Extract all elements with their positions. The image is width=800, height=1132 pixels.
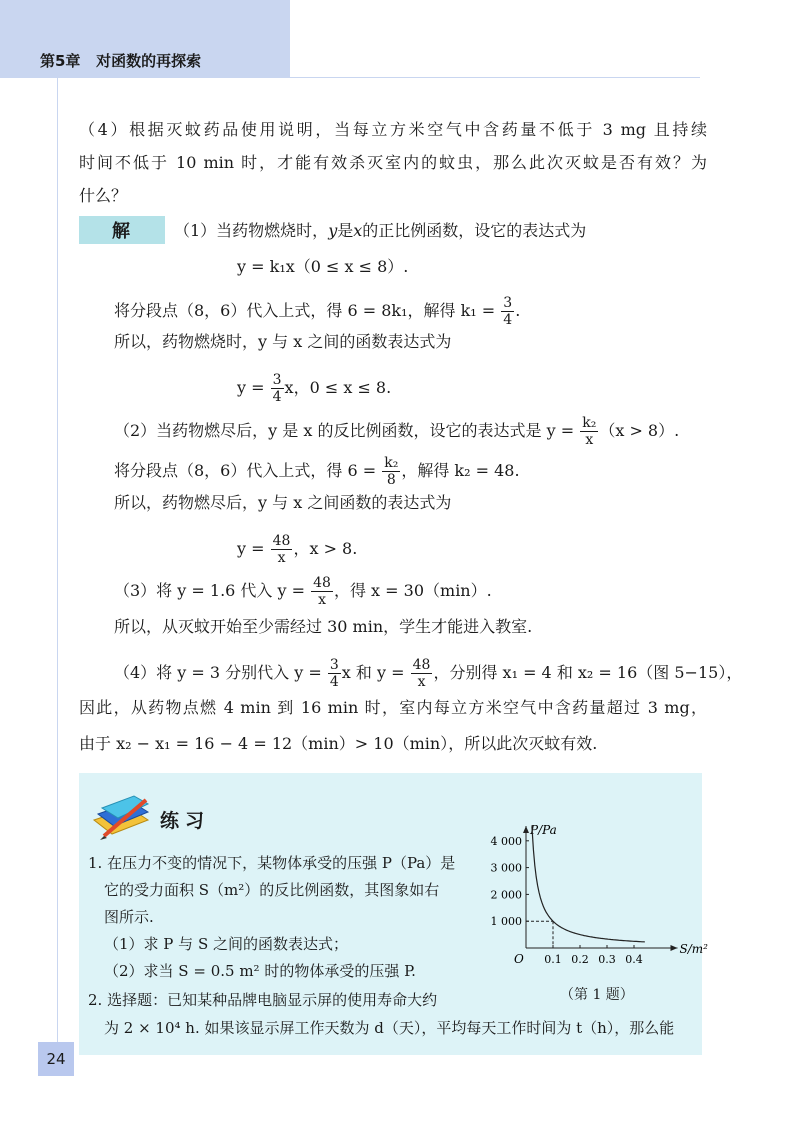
sol3: （3）将 y = 1.6 代入 y = $\frac{48}{x}$ ，得 x = 30（min）. — [114, 575, 492, 608]
q1-line3: 图所示. — [104, 908, 154, 926]
chapter-header — [40, 50, 201, 71]
page-number: 24 — [38, 1042, 74, 1076]
origin-label: O — [514, 952, 524, 966]
sol1-intro: （1）当药物燃烧时，y是x的正比例函数，设它的表达式为 — [174, 221, 587, 240]
problem4-line3: 什么？ — [79, 186, 128, 205]
practice-title: 练习 — [160, 810, 211, 832]
x-axis-label: S/m² — [679, 942, 708, 956]
y-tick-label: 3 000 — [490, 861, 522, 875]
y-tick-label: 2 000 — [490, 888, 522, 902]
sol4-line1: （4）将 y = 3 分别代入 y = $\frac{3}{4}$ x 和 y = $\frac{48}{x}$ ，分别得 x₁ = 4 和 x₂ = 16（图 5−15）， — [114, 657, 743, 690]
sol1-substitute: 将分段点（8，6）代入上式，得 6 = 8k₁，解得 k₁ = $\frac{3}{4}$ . — [114, 295, 521, 328]
sol4-line3: 由于 x₂ − x₁ = 16 − 4 = 12（min）> 10（min），所以此次灭蚊有效. — [79, 734, 598, 753]
sol1-formula: y = k₁x（0 ≤ x ≤ 8）. — [237, 257, 409, 276]
fraction: $\frac{48}{x}$ — [412, 657, 431, 690]
q2-line1: 2. 选择题：已知某种品牌电脑显示屏的使用寿命大约 — [88, 991, 438, 1009]
fraction: $\frac{3}{4}$ — [272, 372, 282, 405]
inverse-curve — [532, 826, 645, 942]
header-rule — [290, 77, 700, 78]
chart-caption: （第 1 题） — [560, 987, 634, 1003]
sol2-intro: （2）当药物燃尽后，y 是 x 的反比例函数，设它的表达式是 y = $\frac{\text{k₂}}{x}$ （x > 8）. — [114, 415, 680, 448]
pressure-area-chart — [484, 818, 708, 978]
fraction: $\frac{48}{x}$ — [313, 575, 331, 608]
margin-rule — [57, 78, 58, 1042]
fraction: $\frac{\text{k₂}}{x}$ — [582, 415, 597, 448]
y-axis-label: P/Pa — [530, 823, 557, 837]
books-pencil-icon — [90, 790, 154, 842]
sol2-result: y = $\frac{48}{x}$ ，x > 8. — [237, 533, 358, 566]
problem4-line2: 时间不低于 10 min 时，才能有效杀灭室内的蚊虫，那么此次灭蚊是否有效？为 — [79, 153, 707, 172]
problem4-line1: （4）根据灭蚊药品使用说明，当每立方米空气中含药量不低于 3 mg 且持续 — [79, 120, 707, 139]
x-tick-label: 0.4 — [625, 953, 643, 966]
y-axis-arrow — [523, 826, 529, 833]
sol3-so: 所以，从灭蚊开始至少需经过 30 min，学生才能进入教室. — [114, 617, 533, 636]
x-tick-label: 0.2 — [571, 953, 589, 966]
sol2-substitute: 将分段点（8，6）代入上式，得 6 = $\frac{\text{k₂}}{8}$ ，解得 k₂ = 48. — [114, 455, 520, 488]
x-tick-label: 0.1 — [544, 953, 562, 966]
fraction: $\frac{3}{4}$ — [503, 295, 513, 328]
chapter-title: 对函数的再探索 — [96, 52, 202, 70]
sol1-result: y = $\frac{3}{4}$ x，0 ≤ x ≤ 8. — [237, 372, 392, 405]
chapter-number: 第5章 — [40, 52, 81, 70]
x-axis-arrow — [671, 945, 678, 951]
q1-part2: （2）求当 S = 0.5 m² 时的物体承受的压强 P. — [104, 962, 416, 980]
q1-part1: （1）求 P 与 S 之间的函数表达式； — [104, 935, 348, 953]
q2-line2: 为 2 × 10⁴ h. 如果该显示屏工作天数为 d（天），平均每天工作时间为 t（h），那么能 — [104, 1019, 675, 1037]
q1-line2: 它的受力面积 S（m²）的反比例函数，其图象如右 — [104, 881, 440, 899]
x-tick-label: 0.3 — [598, 953, 616, 966]
fraction: $\frac{3}{4}$ — [329, 657, 339, 690]
sol4-line2: 因此，从药物点燃 4 min 到 16 min 时，室内每立方米空气中含药量超过 3 mg， — [79, 698, 707, 717]
solution-label: 解 — [79, 216, 165, 244]
fraction: $\frac{48}{x}$ — [272, 533, 291, 566]
sol1-so: 所以，药物燃烧时，y 与 x 之间的函数表达式为 — [114, 332, 452, 351]
fraction: $\frac{\text{k₂}}{8}$ — [384, 455, 399, 488]
y-tick-label: 1 000 — [490, 915, 522, 929]
y-tick-label: 4 000 — [490, 834, 522, 848]
q1-line1: 1. 在压力不变的情况下，某物体承受的压强 P（Pa）是 — [88, 854, 456, 872]
sol2-so: 所以，药物燃尽后，y 与 x 之间函数的表达式为 — [114, 493, 452, 512]
